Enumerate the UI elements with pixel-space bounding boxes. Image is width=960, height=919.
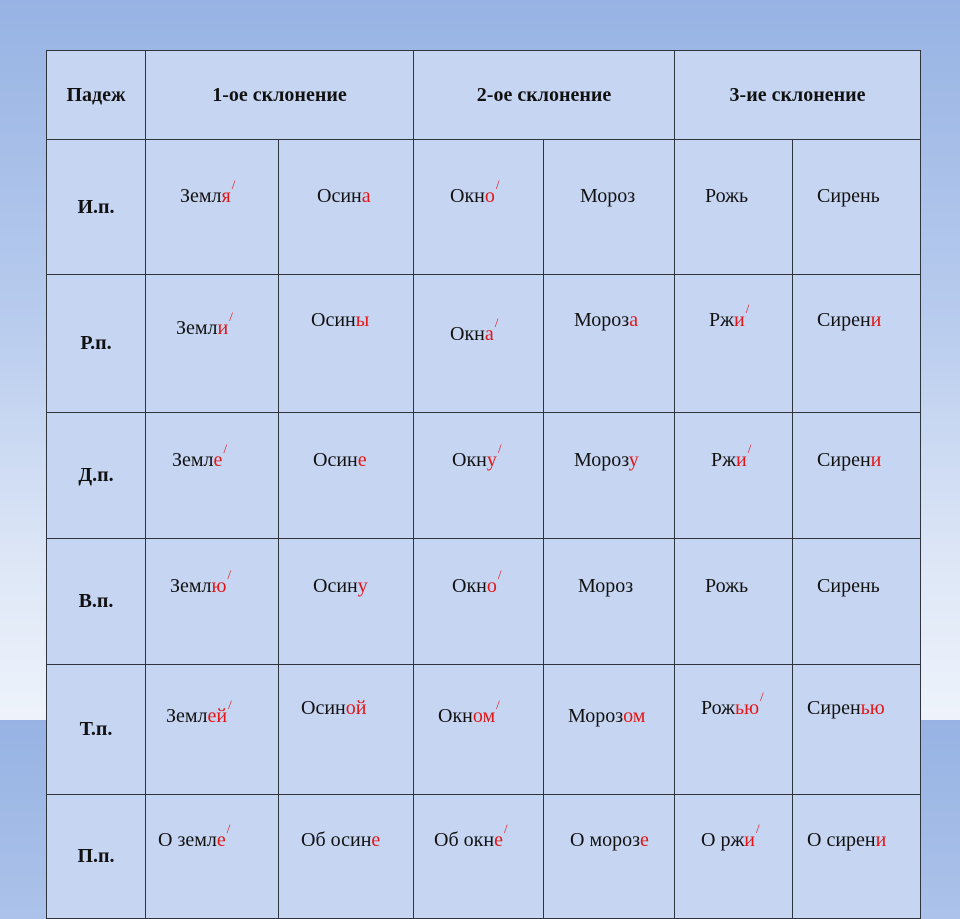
- word-ending: ей: [207, 705, 228, 727]
- stress-mark: /: [496, 697, 500, 712]
- word-stem: О сирен: [807, 829, 876, 851]
- word-stem: Сирен: [817, 309, 871, 331]
- word-ending: у: [357, 575, 368, 597]
- table-row: [47, 665, 921, 795]
- word-ending: а: [484, 323, 494, 345]
- word-stem: Окн: [450, 323, 485, 345]
- word-ending: и: [870, 449, 882, 471]
- case-label: Д.п.: [47, 413, 146, 539]
- word-cell: [793, 275, 921, 413]
- stress-mark: /: [747, 441, 752, 456]
- word-cell: [793, 795, 921, 919]
- word-cell: [279, 795, 414, 919]
- word-stem: Сирень: [817, 575, 880, 597]
- word-cell: [146, 413, 279, 539]
- word-cell: [793, 539, 921, 665]
- word-ending: у: [486, 449, 497, 471]
- table-row: [47, 539, 921, 665]
- stress-mark: /: [497, 567, 502, 582]
- word-ending: е: [494, 829, 503, 851]
- header-declension-2: 2-ое склонение: [414, 51, 675, 140]
- word-stem: Осин: [313, 575, 358, 597]
- word-ending: ью: [860, 697, 885, 719]
- header-case: Падеж: [47, 51, 146, 140]
- header-declension-1: 1-ое склонение: [146, 51, 414, 140]
- word-cell: [146, 665, 279, 795]
- case-label: Т.п.: [47, 665, 146, 795]
- word-cell: [146, 539, 279, 665]
- word-ending: е: [371, 829, 381, 851]
- declension-table-container: [46, 50, 920, 867]
- word-stem: Рожь: [705, 575, 749, 597]
- stress-mark: /: [756, 821, 760, 836]
- word-ending: ью: [734, 697, 760, 719]
- word-ending: и: [217, 317, 229, 339]
- word-stem: Земл: [172, 449, 214, 471]
- stress-mark: /: [228, 697, 232, 712]
- word-cell: [675, 665, 793, 795]
- stress-mark: /: [497, 441, 502, 456]
- case-label: П.п.: [47, 795, 146, 919]
- word-stem: Рж: [711, 449, 736, 471]
- word-stem: Земл: [166, 705, 208, 727]
- table-row: [47, 413, 921, 539]
- word-ending: е: [640, 829, 649, 851]
- word-cell: [793, 665, 921, 795]
- word-cell: [675, 275, 793, 413]
- word-cell: [544, 275, 675, 413]
- stress-mark: /: [229, 309, 233, 324]
- word-stem: Окн: [452, 449, 487, 471]
- word-stem: Земл: [176, 317, 218, 339]
- stress-mark: /: [745, 301, 750, 316]
- word-ending: у: [628, 449, 639, 471]
- word-cell: [414, 539, 544, 665]
- word-stem: Осин: [301, 697, 346, 719]
- stress-mark: /: [495, 177, 500, 192]
- word-cell: [675, 140, 793, 275]
- stress-mark: /: [226, 821, 231, 836]
- word-ending: е: [357, 449, 367, 471]
- word-stem: Рж: [709, 309, 734, 331]
- word-stem: Земл: [180, 185, 222, 207]
- word-ending: ой: [345, 697, 367, 719]
- word-stem: Мороз: [580, 185, 636, 207]
- word-cell: [279, 413, 414, 539]
- word-cell: [279, 140, 414, 275]
- stress-mark: /: [227, 567, 232, 582]
- word-stem: Осин: [311, 309, 356, 331]
- word-stem: Осин: [313, 449, 358, 471]
- word-ending: и: [870, 309, 882, 331]
- word-ending: ом: [472, 705, 496, 727]
- stress-mark: /: [760, 689, 764, 704]
- word-cell: [675, 413, 793, 539]
- table-row: [47, 275, 921, 413]
- header-declension-3: 3-ие склонение: [675, 51, 921, 140]
- word-cell: [793, 413, 921, 539]
- word-stem: Окн: [438, 705, 473, 727]
- stress-mark: /: [231, 177, 236, 192]
- word-stem: Мороз: [574, 449, 629, 471]
- word-ending: ы: [355, 309, 370, 331]
- table-row: [47, 795, 921, 919]
- case-label: Р.п.: [47, 275, 146, 413]
- word-ending: о: [486, 575, 497, 597]
- word-cell: [146, 795, 279, 919]
- word-stem: Об осин: [301, 829, 372, 851]
- word-cell: [146, 275, 279, 413]
- word-stem: Окн: [450, 185, 485, 207]
- table-row: [47, 140, 921, 275]
- word-cell: [675, 795, 793, 919]
- word-cell: [544, 140, 675, 275]
- word-cell: [414, 275, 544, 413]
- word-stem: Мороз: [574, 309, 630, 331]
- word-cell: [544, 665, 675, 795]
- word-cell: [544, 413, 675, 539]
- word-cell: [544, 795, 675, 919]
- word-ending: и: [733, 309, 745, 331]
- word-stem: Земл: [170, 575, 212, 597]
- declension-table: [46, 50, 921, 919]
- stress-mark: /: [223, 441, 228, 456]
- word-stem: Об окн: [434, 829, 495, 851]
- word-cell: [146, 140, 279, 275]
- word-stem: Сирень: [817, 185, 880, 207]
- word-stem: Рожь: [705, 185, 749, 207]
- word-stem: Осин: [317, 185, 362, 207]
- word-ending: ом: [623, 705, 646, 727]
- stress-mark: /: [503, 821, 508, 836]
- word-ending: и: [735, 449, 747, 471]
- word-ending: и: [875, 829, 887, 851]
- word-stem: О рж: [701, 829, 745, 851]
- word-stem: О земл: [158, 829, 217, 851]
- word-stem: Мороз: [578, 575, 634, 597]
- stress-mark: /: [494, 315, 499, 330]
- word-cell: [279, 539, 414, 665]
- word-ending: и: [744, 829, 755, 851]
- word-cell: [793, 140, 921, 275]
- word-stem: О мороз: [570, 829, 641, 851]
- word-stem: Сирен: [817, 449, 871, 471]
- word-ending: ю: [211, 575, 227, 597]
- word-stem: Окн: [452, 575, 487, 597]
- word-cell: [414, 413, 544, 539]
- word-stem: Сирен: [807, 697, 861, 719]
- word-ending: е: [216, 829, 226, 851]
- word-ending: а: [629, 309, 639, 331]
- word-stem: Мороз: [568, 705, 624, 727]
- case-label: И.п.: [47, 140, 146, 275]
- word-ending: о: [484, 185, 495, 207]
- header-row: [47, 51, 921, 140]
- word-cell: [279, 665, 414, 795]
- case-label: В.п.: [47, 539, 146, 665]
- word-cell: [414, 665, 544, 795]
- word-cell: [675, 539, 793, 665]
- word-cell: [544, 539, 675, 665]
- word-cell: [414, 795, 544, 919]
- word-cell: [279, 275, 414, 413]
- word-ending: а: [361, 185, 371, 207]
- word-ending: я: [221, 185, 231, 207]
- word-cell: [414, 140, 544, 275]
- word-ending: е: [213, 449, 223, 471]
- word-stem: Рож: [701, 697, 735, 719]
